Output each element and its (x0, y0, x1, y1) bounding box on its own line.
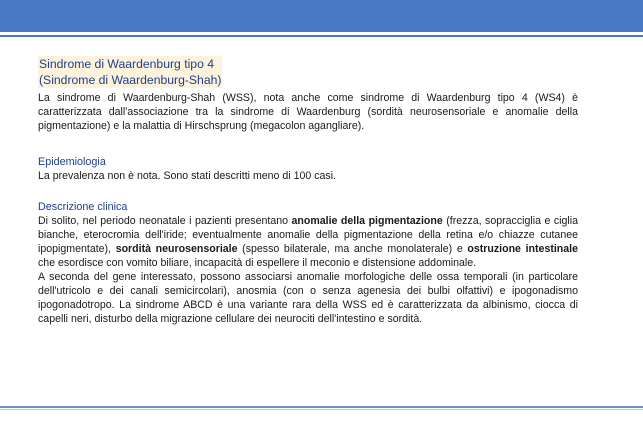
footer-divider-light (0, 409, 643, 410)
clinical-paragraph-2: A seconda del gene interessato, possono associarsi anomalie morfologiche delle ossa temporali (in particolare dell'utricolo e dei canali semicircolari), anosmia (con o senza agenesia dei bulbi olfattivi) e ipogonadismo ipogonadotropo. La sindrome ABCD è una variante rara della WSS ed è caratterizzata da albinismo, ciocca di capelli neri, disturbo della migrazione cellulare dei neurociti dell'intestino e sordità. (38, 271, 578, 325)
clinical-text: Di solito, nel periodo neonatale i pazienti presentano (38, 215, 292, 227)
clinical-heading: Descrizione clinica (38, 201, 128, 213)
emphasis-deafness: sordità neurosensoriale (115, 243, 238, 255)
article-content (38, 56, 578, 326)
header-bar (0, 0, 643, 32)
clinical-paragraph-1 (38, 214, 578, 270)
header-divider (0, 35, 643, 37)
epidemiology-heading: Epidemiologia (38, 156, 106, 168)
emphasis-pigmentation: anomalie della pigmentazione (291, 215, 443, 227)
clinical-text: (frezza, sopracciglia e ciglia bianche, eterocromia dell'iride; eventualmente anomalie della pigmentazione della retina e/o chiazze cutanee ipopigmentate), (38, 215, 578, 255)
title-line-1: Sindrome di Waardenburg tipo 4 (39, 57, 215, 71)
epidemiology-text: La prevalenza non è nota. Sono stati descritti meno di 100 casi. (38, 170, 336, 182)
title-line-2: (Sindrome di Waardenburg-Shah) (39, 73, 222, 87)
clinical-text: che esordisce con vomito biliare, incapacità di espellere il meconio e distensione addominale. (38, 257, 477, 269)
clinical-text: (spesso bilaterale, ma anche monolaterale) e (237, 243, 468, 255)
footer-divider (0, 406, 643, 408)
emphasis-obstruction: ostruzione intestinale (467, 243, 578, 255)
intro-paragraph: La sindrome di Waardenburg-Shah (WSS), nota anche come sindrome di Waardenburg tipo 4 (WS4) è caratterizzata dall'associazione tra la sindrome di Waardenburg (sordità neurosensoriale e anomalie della pigmentazione) e la malattia di Hirschsprung (megacolon agangliare). (38, 92, 578, 132)
article-title (38, 56, 222, 88)
